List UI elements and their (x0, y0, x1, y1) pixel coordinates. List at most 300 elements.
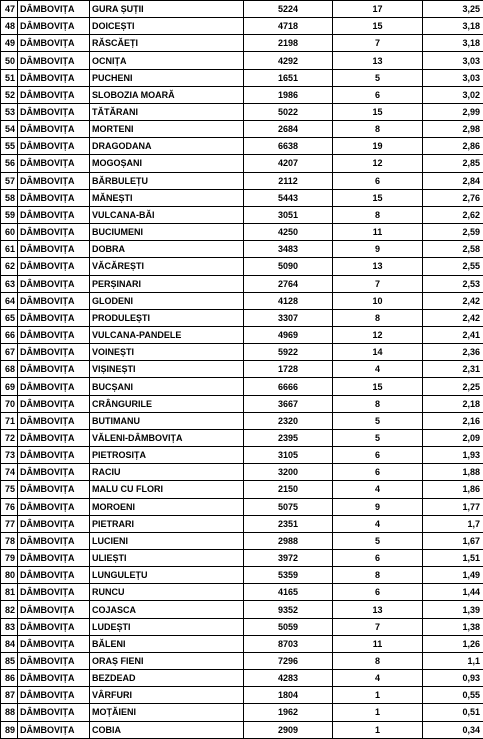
population-cell: 4718 (244, 18, 333, 35)
population-cell: 3667 (244, 395, 333, 412)
county-cell: DÂMBOVIȚA (18, 635, 90, 652)
cases-cell: 13 (333, 601, 423, 618)
locality-cell: MĂNEȘTI (90, 189, 244, 206)
cases-cell: 15 (333, 103, 423, 120)
locality-cell: RUNCU (90, 584, 244, 601)
table-row (1, 601, 483, 618)
row-number: 65 (1, 309, 18, 326)
table-row (1, 18, 483, 35)
table-row (1, 172, 483, 189)
row-number: 71 (1, 412, 18, 429)
rate-cell: 2,16 (423, 412, 483, 429)
county-cell: DÂMBOVIȚA (18, 584, 90, 601)
population-cell: 2198 (244, 35, 333, 52)
rate-cell: 2,62 (423, 206, 483, 223)
locality-cell: PRODULEȘTI (90, 309, 244, 326)
table-row (1, 550, 483, 567)
population-cell: 5224 (244, 1, 333, 18)
cases-cell: 6 (333, 447, 423, 464)
county-cell: DÂMBOVIȚA (18, 361, 90, 378)
locality-cell: VIȘINEȘTI (90, 361, 244, 378)
locality-cell: MORTENI (90, 121, 244, 138)
rate-cell: 3,03 (423, 69, 483, 86)
row-number: 55 (1, 138, 18, 155)
cases-cell: 9 (333, 241, 423, 258)
locality-cell: MOROENI (90, 498, 244, 515)
rate-cell: 2,55 (423, 258, 483, 275)
rate-cell: 2,53 (423, 275, 483, 292)
rate-cell: 1,51 (423, 550, 483, 567)
row-number: 75 (1, 481, 18, 498)
rate-cell: 1,88 (423, 464, 483, 481)
rate-cell: 1,39 (423, 601, 483, 618)
population-cell: 7296 (244, 652, 333, 669)
locality-cell: GURA ȘUȚII (90, 1, 244, 18)
locality-cell: RĂSCĂEȚI (90, 35, 244, 52)
rate-cell: 2,09 (423, 429, 483, 446)
population-cell: 2764 (244, 275, 333, 292)
county-cell: DÂMBOVIȚA (18, 721, 90, 738)
population-cell: 4128 (244, 292, 333, 309)
cases-cell: 8 (333, 309, 423, 326)
rate-cell: 3,03 (423, 52, 483, 69)
locality-cell: VĂCĂREȘTI (90, 258, 244, 275)
rate-cell: 3,18 (423, 35, 483, 52)
row-number: 86 (1, 670, 18, 687)
locality-cell: VÂRFURI (90, 687, 244, 704)
rate-cell: 2,58 (423, 241, 483, 258)
cases-cell: 4 (333, 670, 423, 687)
table-row (1, 618, 483, 635)
row-number: 89 (1, 721, 18, 738)
population-cell: 3483 (244, 241, 333, 258)
population-cell: 5443 (244, 189, 333, 206)
table-body (1, 1, 483, 739)
table-row (1, 309, 483, 326)
row-number: 83 (1, 618, 18, 635)
county-cell: DÂMBOVIȚA (18, 18, 90, 35)
population-cell: 5359 (244, 567, 333, 584)
locality-cell: PIETROSIȚA (90, 447, 244, 464)
row-number: 74 (1, 464, 18, 481)
population-cell: 2988 (244, 532, 333, 549)
row-number: 81 (1, 584, 18, 601)
table-row (1, 687, 483, 704)
table-row (1, 532, 483, 549)
population-cell: 2320 (244, 412, 333, 429)
county-cell: DÂMBOVIȚA (18, 1, 90, 18)
rate-cell: 3,18 (423, 18, 483, 35)
cases-cell: 6 (333, 172, 423, 189)
table-row (1, 275, 483, 292)
rate-cell: 2,59 (423, 224, 483, 241)
county-cell: DÂMBOVIȚA (18, 652, 90, 669)
table-row (1, 481, 483, 498)
cases-cell: 4 (333, 515, 423, 532)
locality-cell: VULCANA-PANDELE (90, 326, 244, 343)
rate-cell: 1,44 (423, 584, 483, 601)
table-row (1, 429, 483, 446)
locality-cell: MOȚĂIENI (90, 704, 244, 721)
cases-cell: 6 (333, 584, 423, 601)
row-number: 57 (1, 172, 18, 189)
row-number: 76 (1, 498, 18, 515)
table-row (1, 86, 483, 103)
row-number: 69 (1, 378, 18, 395)
county-cell: DÂMBOVIȚA (18, 121, 90, 138)
locality-cell: VĂLENI-DÂMBOVIȚA (90, 429, 244, 446)
row-number: 52 (1, 86, 18, 103)
row-number: 84 (1, 635, 18, 652)
row-number: 79 (1, 550, 18, 567)
county-cell: DÂMBOVIȚA (18, 155, 90, 172)
county-cell: DÂMBOVIȚA (18, 206, 90, 223)
cases-cell: 8 (333, 567, 423, 584)
rate-cell: 2,99 (423, 103, 483, 120)
row-number: 77 (1, 515, 18, 532)
locality-cell: TĂTĂRANI (90, 103, 244, 120)
table-row (1, 241, 483, 258)
cases-cell: 9 (333, 498, 423, 515)
population-cell: 8703 (244, 635, 333, 652)
county-cell: DÂMBOVIȚA (18, 498, 90, 515)
county-cell: DÂMBOVIȚA (18, 481, 90, 498)
county-cell: DÂMBOVIȚA (18, 224, 90, 241)
rate-cell: 2,86 (423, 138, 483, 155)
population-cell: 1728 (244, 361, 333, 378)
locality-cell: DOBRA (90, 241, 244, 258)
population-cell: 9352 (244, 601, 333, 618)
locality-cell: BEZDEAD (90, 670, 244, 687)
population-cell: 4969 (244, 326, 333, 343)
rate-cell: 2,41 (423, 326, 483, 343)
locality-cell: DRAGODANA (90, 138, 244, 155)
population-cell: 1651 (244, 69, 333, 86)
county-cell: DÂMBOVIȚA (18, 567, 90, 584)
row-number: 51 (1, 69, 18, 86)
rate-cell: 1,26 (423, 635, 483, 652)
cases-cell: 17 (333, 1, 423, 18)
population-cell: 1986 (244, 86, 333, 103)
row-number: 82 (1, 601, 18, 618)
table-row (1, 567, 483, 584)
cases-cell: 6 (333, 86, 423, 103)
population-cell: 5090 (244, 258, 333, 275)
rate-cell: 0,51 (423, 704, 483, 721)
table-row (1, 121, 483, 138)
cases-cell: 6 (333, 464, 423, 481)
rate-cell: 2,36 (423, 344, 483, 361)
table-row (1, 189, 483, 206)
row-number: 73 (1, 447, 18, 464)
county-cell: DÂMBOVIȚA (18, 447, 90, 464)
county-cell: DÂMBOVIȚA (18, 35, 90, 52)
population-cell: 6638 (244, 138, 333, 155)
population-cell: 4207 (244, 155, 333, 172)
locality-cell: GLODENI (90, 292, 244, 309)
population-cell: 2351 (244, 515, 333, 532)
population-cell: 2909 (244, 721, 333, 738)
locality-cell: BUCȘANI (90, 378, 244, 395)
population-cell: 5922 (244, 344, 333, 361)
locality-cell: ORAȘ FIENI (90, 652, 244, 669)
rate-cell: 0,55 (423, 687, 483, 704)
county-cell: DÂMBOVIȚA (18, 429, 90, 446)
locality-cell: BĂRBULEȚU (90, 172, 244, 189)
table-row (1, 395, 483, 412)
cases-cell: 5 (333, 532, 423, 549)
locality-cell: VOINEȘTI (90, 344, 244, 361)
rate-cell: 2,85 (423, 155, 483, 172)
locality-cell: OCNIȚA (90, 52, 244, 69)
locality-cell: BUCIUMENI (90, 224, 244, 241)
county-cell: DÂMBOVIȚA (18, 601, 90, 618)
cases-cell: 8 (333, 395, 423, 412)
cases-cell: 1 (333, 704, 423, 721)
rate-cell: 2,98 (423, 121, 483, 138)
county-cell: DÂMBOVIȚA (18, 704, 90, 721)
population-cell: 5059 (244, 618, 333, 635)
row-number: 49 (1, 35, 18, 52)
population-cell: 3972 (244, 550, 333, 567)
county-cell: DÂMBOVIȚA (18, 326, 90, 343)
locality-cell: LUDEȘTI (90, 618, 244, 635)
rate-cell: 2,42 (423, 292, 483, 309)
cases-cell: 5 (333, 69, 423, 86)
table-row (1, 721, 483, 738)
locality-cell: MALU CU FLORI (90, 481, 244, 498)
table-row (1, 1, 483, 18)
row-number: 70 (1, 395, 18, 412)
row-number: 66 (1, 326, 18, 343)
cases-cell: 13 (333, 52, 423, 69)
rate-cell: 2,31 (423, 361, 483, 378)
locality-cell: DOICEȘTI (90, 18, 244, 35)
table-row (1, 378, 483, 395)
cases-cell: 4 (333, 481, 423, 498)
county-cell: DÂMBOVIȚA (18, 241, 90, 258)
row-number: 64 (1, 292, 18, 309)
cases-cell: 7 (333, 35, 423, 52)
table-row (1, 258, 483, 275)
population-cell: 2684 (244, 121, 333, 138)
row-number: 61 (1, 241, 18, 258)
locality-cell: PERȘINARI (90, 275, 244, 292)
row-number: 59 (1, 206, 18, 223)
table-row (1, 138, 483, 155)
row-number: 68 (1, 361, 18, 378)
population-cell: 6666 (244, 378, 333, 395)
county-cell: DÂMBOVIȚA (18, 52, 90, 69)
cases-cell: 1 (333, 721, 423, 738)
table-row (1, 464, 483, 481)
row-number: 60 (1, 224, 18, 241)
county-cell: DÂMBOVIȚA (18, 395, 90, 412)
population-cell: 3051 (244, 206, 333, 223)
population-cell: 5075 (244, 498, 333, 515)
cases-cell: 14 (333, 344, 423, 361)
rate-cell: 0,93 (423, 670, 483, 687)
rate-cell: 1,49 (423, 567, 483, 584)
county-cell: DÂMBOVIȚA (18, 412, 90, 429)
cases-cell: 13 (333, 258, 423, 275)
county-cell: DÂMBOVIȚA (18, 618, 90, 635)
row-number: 47 (1, 1, 18, 18)
row-number: 67 (1, 344, 18, 361)
row-number: 50 (1, 52, 18, 69)
locality-cell: LUCIENI (90, 532, 244, 549)
table-row (1, 344, 483, 361)
row-number: 87 (1, 687, 18, 704)
population-cell: 3105 (244, 447, 333, 464)
rate-cell: 1,7 (423, 515, 483, 532)
county-cell: DÂMBOVIȚA (18, 344, 90, 361)
population-cell: 2112 (244, 172, 333, 189)
county-cell: DÂMBOVIȚA (18, 378, 90, 395)
table-row (1, 447, 483, 464)
locality-cell: VULCANA-BĂI (90, 206, 244, 223)
rate-cell: 2,42 (423, 309, 483, 326)
row-number: 54 (1, 121, 18, 138)
locality-cell: RACIU (90, 464, 244, 481)
row-number: 63 (1, 275, 18, 292)
cases-cell: 8 (333, 121, 423, 138)
county-cell: DÂMBOVIȚA (18, 103, 90, 120)
locality-cell: COJASCA (90, 601, 244, 618)
cases-cell: 10 (333, 292, 423, 309)
table-row (1, 52, 483, 69)
row-number: 78 (1, 532, 18, 549)
cases-cell: 12 (333, 326, 423, 343)
cases-cell: 4 (333, 361, 423, 378)
table-row (1, 704, 483, 721)
locality-cell: CRÂNGURILE (90, 395, 244, 412)
cases-cell: 15 (333, 378, 423, 395)
table-row (1, 224, 483, 241)
cases-cell: 1 (333, 687, 423, 704)
locality-cell: ULIEȘTI (90, 550, 244, 567)
rate-cell: 1,93 (423, 447, 483, 464)
row-number: 56 (1, 155, 18, 172)
population-cell: 4250 (244, 224, 333, 241)
cases-cell: 8 (333, 652, 423, 669)
row-number: 58 (1, 189, 18, 206)
county-cell: DÂMBOVIȚA (18, 464, 90, 481)
cases-cell: 6 (333, 550, 423, 567)
rate-cell: 3,02 (423, 86, 483, 103)
table-row (1, 670, 483, 687)
county-cell: DÂMBOVIȚA (18, 309, 90, 326)
cases-cell: 19 (333, 138, 423, 155)
row-number: 48 (1, 18, 18, 35)
rate-cell: 2,18 (423, 395, 483, 412)
locality-cell: PUCHENI (90, 69, 244, 86)
population-cell: 4283 (244, 670, 333, 687)
table-row (1, 35, 483, 52)
table-row (1, 292, 483, 309)
table-row (1, 412, 483, 429)
locality-cell: BUTIMANU (90, 412, 244, 429)
population-cell: 2395 (244, 429, 333, 446)
locality-cell: PIETRARI (90, 515, 244, 532)
rate-cell: 1,38 (423, 618, 483, 635)
table-row (1, 69, 483, 86)
county-cell: DÂMBOVIȚA (18, 258, 90, 275)
locality-cell: LUNGULEȚU (90, 567, 244, 584)
county-cell: DÂMBOVIȚA (18, 550, 90, 567)
rate-cell: 2,76 (423, 189, 483, 206)
locality-cell: MOGOȘANI (90, 155, 244, 172)
table-row (1, 498, 483, 515)
county-cell: DÂMBOVIȚA (18, 172, 90, 189)
rate-cell: 1,1 (423, 652, 483, 669)
cases-cell: 7 (333, 618, 423, 635)
county-cell: DÂMBOVIȚA (18, 532, 90, 549)
cases-cell: 15 (333, 189, 423, 206)
population-cell: 4165 (244, 584, 333, 601)
cases-cell: 11 (333, 224, 423, 241)
locality-cell: SLOBOZIA MOARĂ (90, 86, 244, 103)
cases-cell: 11 (333, 635, 423, 652)
cases-cell: 5 (333, 412, 423, 429)
county-cell: DÂMBOVIȚA (18, 138, 90, 155)
row-number: 88 (1, 704, 18, 721)
rate-cell: 1,77 (423, 498, 483, 515)
rate-cell: 2,25 (423, 378, 483, 395)
population-cell: 2150 (244, 481, 333, 498)
rate-cell: 1,86 (423, 481, 483, 498)
table-row (1, 652, 483, 669)
population-cell: 1804 (244, 687, 333, 704)
row-number: 80 (1, 567, 18, 584)
row-number: 85 (1, 652, 18, 669)
table-row (1, 584, 483, 601)
cases-cell: 15 (333, 18, 423, 35)
cases-cell: 12 (333, 155, 423, 172)
row-number: 53 (1, 103, 18, 120)
row-number: 72 (1, 429, 18, 446)
locality-cell: COBIA (90, 721, 244, 738)
county-cell: DÂMBOVIȚA (18, 292, 90, 309)
cases-cell: 7 (333, 275, 423, 292)
rate-cell: 2,84 (423, 172, 483, 189)
rate-cell: 3,25 (423, 1, 483, 18)
population-cell: 3200 (244, 464, 333, 481)
rate-cell: 1,67 (423, 532, 483, 549)
table-row (1, 326, 483, 343)
table-row (1, 515, 483, 532)
row-number: 62 (1, 258, 18, 275)
county-cell: DÂMBOVIȚA (18, 69, 90, 86)
table-row (1, 155, 483, 172)
county-cell: DÂMBOVIȚA (18, 687, 90, 704)
population-cell: 3307 (244, 309, 333, 326)
population-cell: 5022 (244, 103, 333, 120)
county-cell: DÂMBOVIȚA (18, 86, 90, 103)
cases-cell: 8 (333, 206, 423, 223)
population-cell: 1962 (244, 704, 333, 721)
county-cell: DÂMBOVIȚA (18, 189, 90, 206)
table-row (1, 361, 483, 378)
table-row (1, 206, 483, 223)
rate-cell: 0,34 (423, 721, 483, 738)
cases-cell: 5 (333, 429, 423, 446)
county-cell: DÂMBOVIȚA (18, 275, 90, 292)
population-cell: 4292 (244, 52, 333, 69)
table-row (1, 103, 483, 120)
county-cell: DÂMBOVIȚA (18, 670, 90, 687)
locality-cell: BĂLENI (90, 635, 244, 652)
